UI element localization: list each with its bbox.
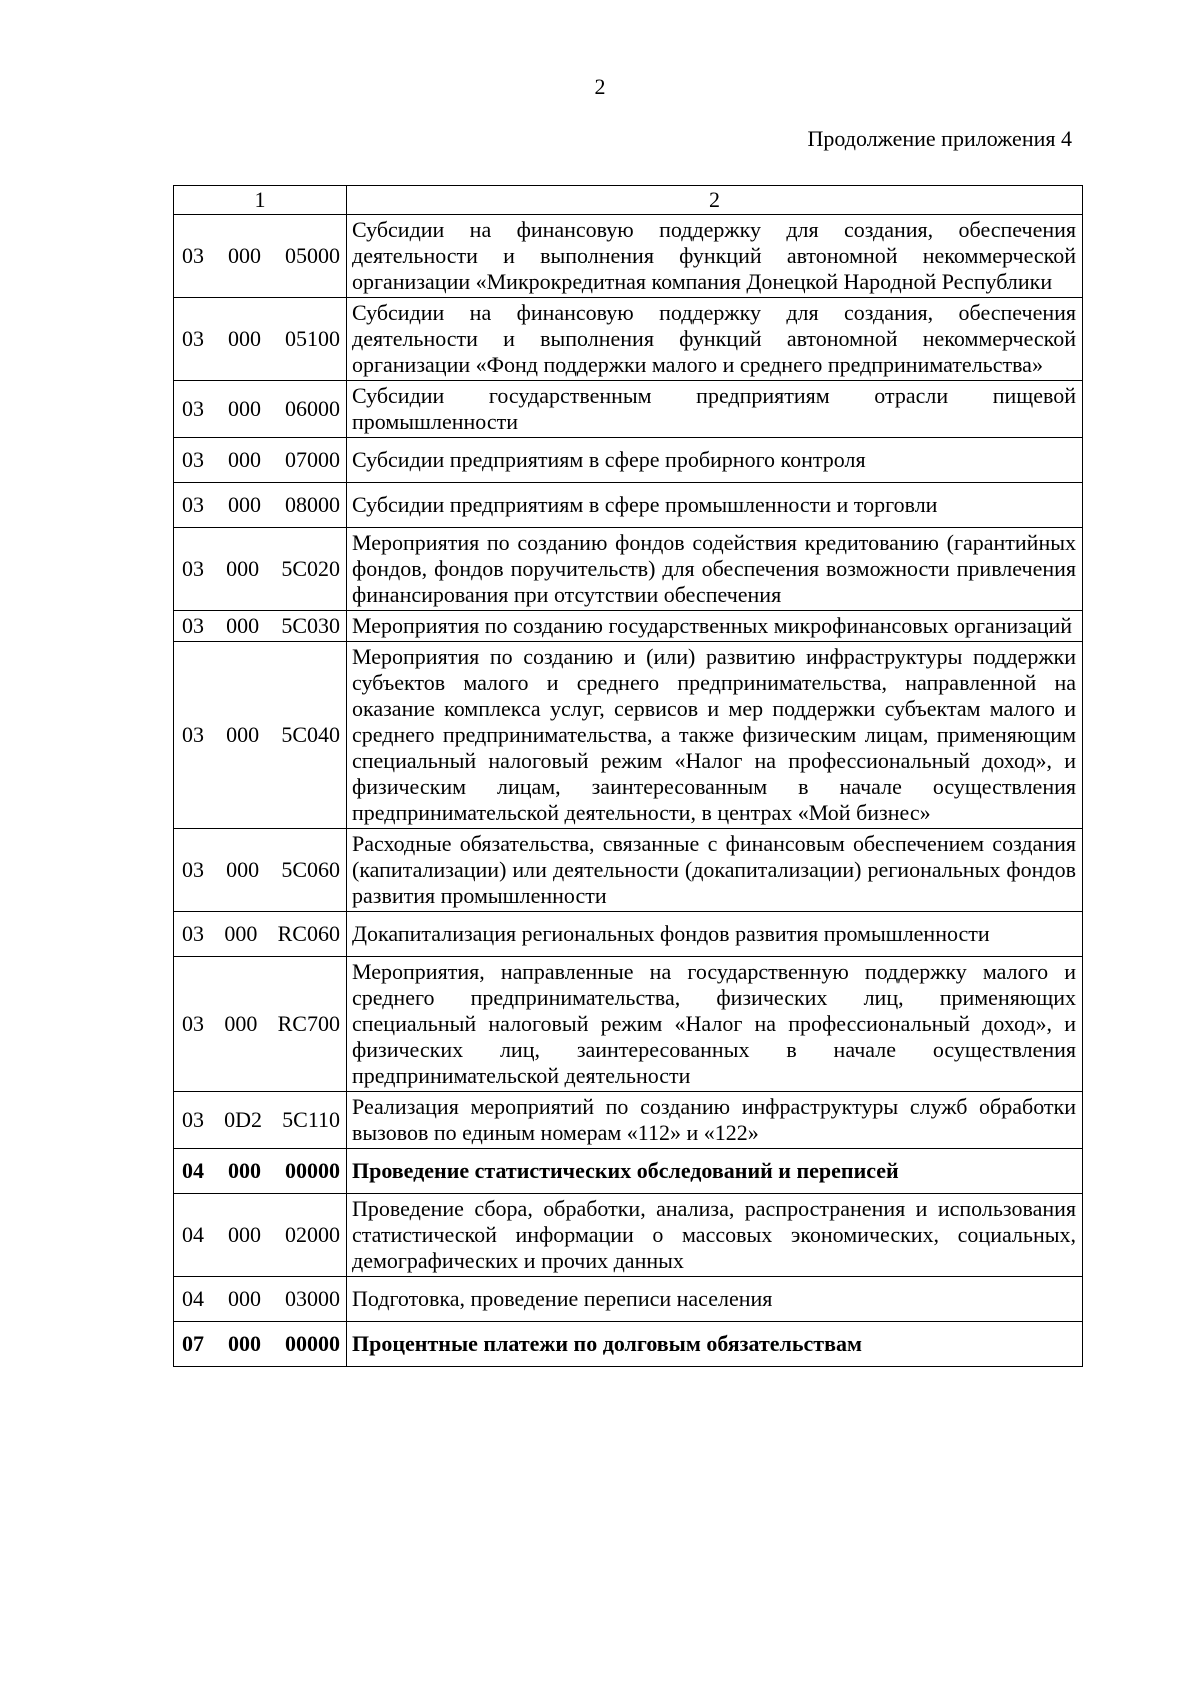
budget-code: [182, 857, 340, 883]
code-section: 03: [182, 921, 204, 946]
code-program: 000: [226, 722, 260, 747]
budget-code-cell: [174, 912, 347, 957]
table-row: [174, 642, 1083, 829]
code-direction: 07000: [285, 447, 340, 472]
code-section: 04: [182, 1222, 204, 1247]
table-row: [174, 1277, 1083, 1322]
expense-description-cell: Мероприятия, направленные на государственную поддержку малого и среднего предпринимательства, физических лиц, применяющих специальный налоговый режим «Налог на профессиональный доход», и физических лиц, заинтересованных в начале осуществления предпринимательской деятельности: [347, 957, 1083, 1092]
budget-code: [182, 326, 340, 352]
code-direction: 06000: [285, 396, 340, 421]
budget-code: [182, 921, 340, 947]
code-program: 000: [226, 613, 260, 638]
budget-code: [182, 1011, 340, 1037]
code-section: 03: [182, 396, 204, 421]
table-row: [174, 957, 1083, 1092]
code-direction: 5C040: [281, 722, 340, 747]
budget-code-cell: [174, 215, 347, 298]
table-row: [174, 528, 1083, 611]
expense-description-cell: Субсидии государственным предприятиям отрасли пищевой промышленности: [347, 381, 1083, 438]
budget-code-cell: [174, 483, 347, 528]
expense-description-cell: Докапитализация региональных фондов развития промышленности: [347, 912, 1083, 957]
code-section: 03: [182, 243, 204, 268]
budget-code: [182, 1222, 340, 1248]
budget-code-cell: [174, 298, 347, 381]
table-row: [174, 912, 1083, 957]
table-row: [174, 1149, 1083, 1194]
expense-description-cell: Проведение статистических обследований и переписей: [347, 1149, 1083, 1194]
table-row: [174, 829, 1083, 912]
code-section: 03: [182, 447, 204, 472]
code-direction: 00000: [285, 1158, 340, 1183]
expense-description-cell: Субсидии на финансовую поддержку для создания, обеспечения деятельности и выполнения функций автономной некоммерческой организации «Микрокредитная компания Донецкой Народной Республики: [347, 215, 1083, 298]
table-row: [174, 438, 1083, 483]
code-direction: 5C060: [281, 857, 340, 882]
column-header-description: 2: [347, 186, 1083, 215]
code-program: 000: [228, 447, 261, 472]
code-program: 000: [228, 1158, 261, 1183]
code-section: 07: [182, 1331, 204, 1356]
code-section: 03: [182, 492, 204, 517]
code-direction: 00000: [285, 1331, 340, 1356]
budget-code-cell: [174, 1194, 347, 1277]
code-program: 000: [228, 396, 261, 421]
code-program: 000: [228, 326, 261, 351]
code-section: 04: [182, 1158, 204, 1183]
expense-description-cell: Субсидии предприятиям в сфере промышленности и торговли: [347, 483, 1083, 528]
budget-code: [182, 243, 340, 269]
column-header-code: 1: [174, 186, 347, 215]
code-section: 03: [182, 857, 204, 882]
code-program: 000: [228, 1222, 261, 1247]
code-program: 000: [226, 857, 260, 882]
code-program: 0D2: [224, 1107, 263, 1132]
expense-description-cell: Расходные обязательства, связанные с финансовым обеспечением создания (капитализации) или деятельности (докапитализации) региональных фондов развития промышленности: [347, 829, 1083, 912]
table-row: [174, 298, 1083, 381]
budget-code-cell: [174, 1277, 347, 1322]
budget-code: [182, 1158, 340, 1184]
expense-description-cell: Мероприятия по созданию фондов содействия кредитованию (гарантийных фондов, фондов поручительств) для обеспечения возможности привлечения финансирования при отсутствии обеспечения: [347, 528, 1083, 611]
code-program: 000: [228, 1331, 261, 1356]
code-direction: 05100: [285, 326, 340, 351]
code-section: 03: [182, 1011, 204, 1036]
table-row: [174, 1092, 1083, 1149]
code-program: 000: [224, 1011, 258, 1036]
budget-codes-table: [173, 185, 1083, 1367]
code-direction: 5C110: [282, 1107, 340, 1132]
expense-description-cell: Реализация мероприятий по созданию инфраструктуры служб обработки вызовов по единым номерам «112» и «122»: [347, 1092, 1083, 1149]
budget-code: [182, 556, 340, 582]
table-row: [174, 1194, 1083, 1277]
page-number: 2: [594, 74, 606, 99]
code-direction: 02000: [285, 1222, 340, 1247]
budget-code: [182, 1107, 340, 1133]
appendix-continuation-note: Продолжение приложения 4: [807, 126, 1072, 151]
code-program: 000: [228, 492, 261, 517]
expense-description-cell: Подготовка, проведение переписи населения: [347, 1277, 1083, 1322]
code-program: 000: [224, 921, 258, 946]
code-direction: 03000: [285, 1286, 340, 1311]
budget-code-cell: [174, 1322, 347, 1367]
code-program: 000: [228, 243, 261, 268]
budget-code-cell: [174, 611, 347, 642]
table-row: [174, 483, 1083, 528]
code-section: 03: [182, 722, 204, 747]
expense-description-cell: Мероприятия по созданию и (или) развитию инфраструктуры поддержки субъектов малого и среднего предпринимательства, направленной на оказание комплекса услуг, сервисов и мер поддержки субъектам малого и среднего предпринимательства, а также физическим лицам, применяющим специальный налоговый режим «Налог на профессиональный доход», и физическим лицам, заинтересованным в начале осуществления предпринимательской деятельности, в центрах «Мой бизнес»: [347, 642, 1083, 829]
table-row: [174, 1322, 1083, 1367]
expense-description-cell: Мероприятия по созданию государственных микрофинансовых организаций: [347, 611, 1083, 642]
budget-code: [182, 492, 340, 518]
budget-code-cell: [174, 438, 347, 483]
expense-description-cell: Субсидии на финансовую поддержку для создания, обеспечения деятельности и выполнения функций автономной некоммерческой организации «Фонд поддержки малого и среднего предпринимательства»: [347, 298, 1083, 381]
code-section: 04: [182, 1286, 204, 1311]
budget-code-cell: [174, 642, 347, 829]
budget-code-cell: [174, 957, 347, 1092]
budget-code: [182, 722, 340, 748]
table-row: [174, 611, 1083, 642]
budget-code-cell: [174, 381, 347, 438]
budget-code-cell: [174, 1149, 347, 1194]
budget-code: [182, 447, 340, 473]
code-direction: RC060: [277, 921, 340, 946]
expense-description-cell: Процентные платежи по долговым обязательствам: [347, 1322, 1083, 1367]
code-direction: 08000: [285, 492, 340, 517]
table-row: [174, 215, 1083, 298]
budget-code-cell: [174, 528, 347, 611]
budget-code: [182, 396, 340, 422]
code-program: 000: [228, 1286, 261, 1311]
code-direction: 5C020: [281, 556, 340, 581]
code-section: 03: [182, 326, 204, 351]
code-section: 03: [182, 556, 204, 581]
table-header-row: [174, 186, 1083, 215]
code-direction: 5C030: [281, 613, 340, 638]
budget-code-cell: [174, 1092, 347, 1149]
code-section: 03: [182, 613, 204, 638]
code-direction: 05000: [285, 243, 340, 268]
budget-code: [182, 613, 340, 639]
table-body: [174, 215, 1083, 1367]
expense-description-cell: Субсидии предприятиям в сфере пробирного контроля: [347, 438, 1083, 483]
code-direction: RC700: [277, 1011, 340, 1036]
budget-code-cell: [174, 829, 347, 912]
code-section: 03: [182, 1107, 204, 1132]
budget-code: [182, 1286, 340, 1312]
code-program: 000: [226, 556, 260, 581]
budget-code: [182, 1331, 340, 1357]
expense-description-cell: Проведение сбора, обработки, анализа, распространения и использования статистической информации о массовых экономических, социальных, демографических и прочих данных: [347, 1194, 1083, 1277]
table-row: [174, 381, 1083, 438]
